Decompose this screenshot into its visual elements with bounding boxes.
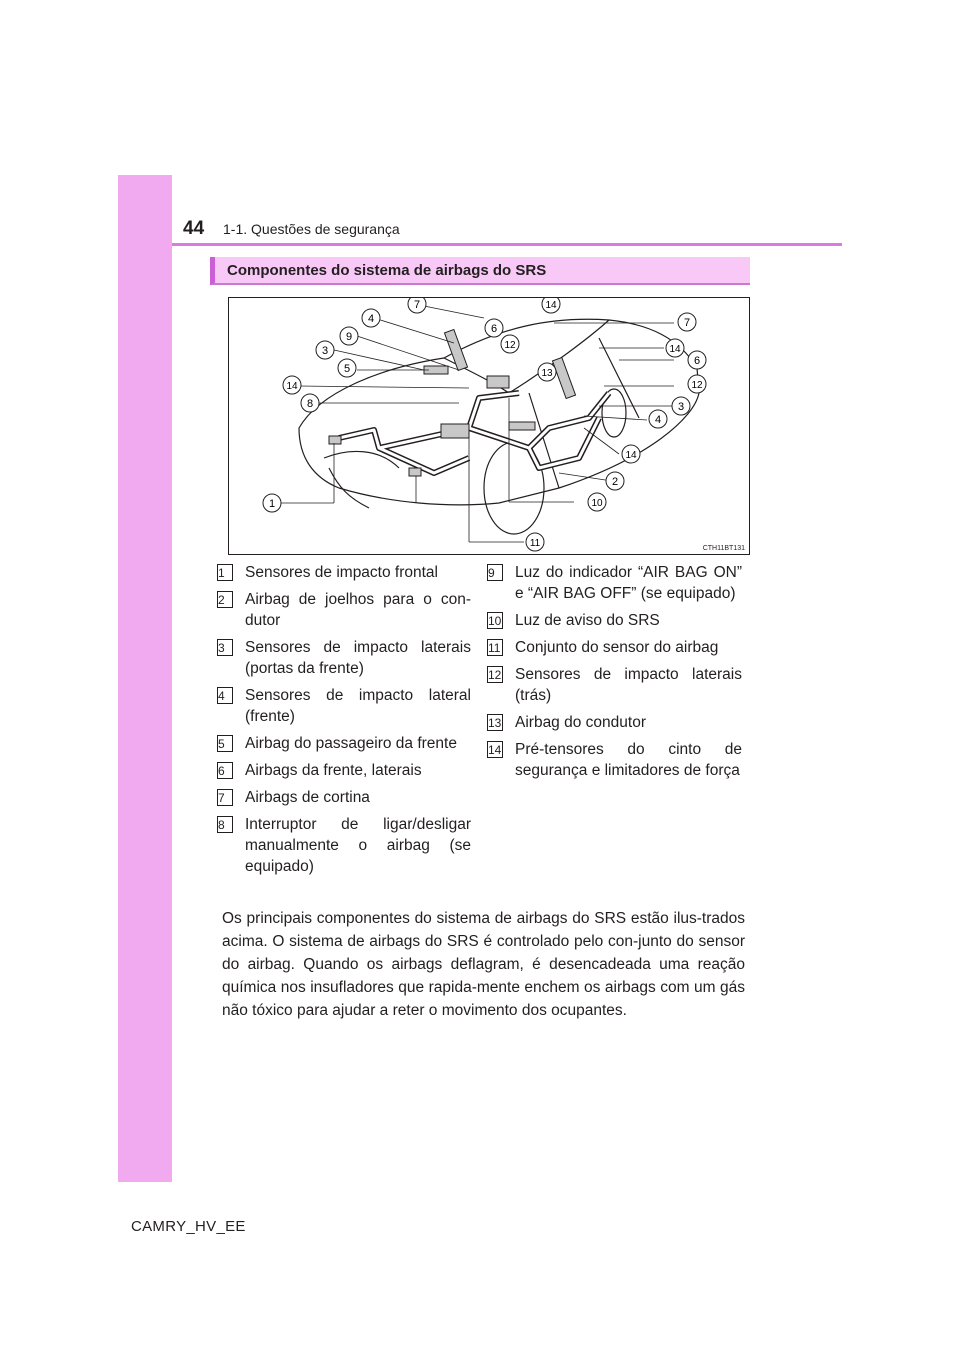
box-title: [210, 257, 750, 285]
callout-7-top: 7: [413, 299, 421, 311]
header-rule: [172, 243, 842, 246]
figure-code: CTH11BT131: [702, 545, 745, 552]
page-number: 44: [183, 218, 205, 239]
airbag-sensor-assembly: [441, 424, 469, 438]
callout-8: 8: [306, 398, 314, 410]
callout-12-mid: 12: [504, 340, 516, 351]
curtain-airbag-left: [444, 329, 467, 370]
callout-14-bottom: 14: [625, 450, 637, 461]
legend-text: Sensores de impacto laterais (trás): [515, 666, 742, 704]
side-color-band: [118, 175, 172, 1182]
legend-number: 1: [217, 564, 233, 581]
legend-text: Airbag de joelhos para o con-dutor: [245, 591, 471, 629]
legend-text: Interruptor de ligar/desligar manualmente o airbag (se equipado): [245, 816, 471, 875]
legend-item: [217, 589, 471, 631]
callout-12-right: 12: [691, 380, 703, 391]
car-diagram-svg: [229, 298, 749, 554]
leader-lines: [277, 304, 674, 542]
legend-number: 14: [488, 743, 502, 757]
legend-item: [217, 733, 471, 754]
legend-number: 7: [217, 789, 233, 806]
callout-3-right: 3: [677, 401, 685, 413]
callout-9: 9: [345, 331, 353, 343]
curtain-airbag-right: [552, 357, 575, 398]
knee-airbag-module: [509, 422, 535, 430]
legend-item: [217, 685, 471, 727]
legend-text: Sensores de impacto frontal: [245, 564, 438, 581]
callout-14-right: 14: [669, 344, 681, 355]
legend-number: 12: [488, 668, 502, 682]
legend-text: Luz do indicador “AIR BAG ON” e “AIR BAG OFF” (se equipado): [515, 564, 742, 602]
legend-item: [487, 739, 742, 781]
callout-6-mid: 6: [490, 323, 498, 335]
legend-left: [217, 562, 471, 883]
legend-text: Airbag do passageiro da frente: [245, 735, 457, 752]
callout-13: 13: [541, 368, 553, 379]
legend-item: [217, 787, 471, 808]
callout-11: 11: [529, 538, 541, 549]
callout-7-right: 7: [683, 317, 691, 329]
box-title-text: Componentes do sistema de airbags do SRS: [227, 262, 547, 279]
callout-4-right: 4: [654, 414, 662, 426]
callout-6-right: 6: [693, 355, 701, 367]
legend-number: 8: [217, 816, 233, 833]
front-impact-sensor-right: [409, 468, 421, 476]
legend-item: [487, 610, 742, 631]
footer-doc-code: CAMRY_HV_EE: [131, 1218, 246, 1235]
callout-3-left: 3: [321, 345, 329, 357]
legend-item: [487, 712, 742, 733]
legend-item: [487, 664, 742, 706]
legend-text: Luz de aviso do SRS: [515, 612, 660, 629]
legend-number: 11: [487, 639, 503, 656]
legend-text: Pré-tensores do cinto de segurança e limitadores de força: [515, 741, 742, 779]
callout-14-top: 14: [545, 300, 557, 311]
legend-item: [487, 562, 742, 604]
legend-number: 9: [487, 564, 503, 581]
callout-14-left: 14: [286, 381, 298, 392]
legend-number: 10: [488, 614, 502, 628]
legend-item: [217, 814, 471, 877]
legend-item: [217, 760, 471, 781]
legend-text: Sensores de impacto laterais (portas da frente): [245, 639, 471, 677]
legend-item: [487, 637, 742, 658]
callout-bubbles: [263, 298, 706, 551]
legend-text: Conjunto do sensor do airbag: [515, 639, 719, 656]
driver-airbag-module: [487, 376, 509, 388]
legend-number: 3: [217, 639, 233, 656]
airbag-diagram-figure: [228, 297, 750, 555]
legend-right: [487, 562, 742, 787]
callout-10: 10: [591, 498, 603, 509]
legend-text: Sensores de impacto lateral (frente): [245, 687, 471, 725]
legend-number: 5: [217, 735, 233, 752]
legend-number: 4: [217, 687, 233, 704]
body-paragraph: Os principais componentes do sistema de airbags do SRS estão ilus-trados acima. O sistema de airbags do SRS é controlado pelo con-junto do sensor do airbag. Quando os airbags deflagram, é desencadeada uma reação química nos insufladores que rapida-mente enchem os airbags com um gás não tóxico para ajudar a reter o movimento dos ocupantes.: [222, 910, 745, 1019]
callout-4-left: 4: [367, 313, 375, 325]
car-outline: [299, 319, 699, 534]
callout-5: 5: [343, 363, 351, 375]
legend-text: Airbags da frente, laterais: [245, 762, 422, 779]
front-impact-sensor-left: [329, 436, 341, 444]
callout-1: 1: [268, 498, 276, 510]
legend-text: Airbag do condutor: [515, 714, 646, 731]
legend-number: 13: [488, 716, 502, 730]
section-title: 1-1. Questões de segurança: [223, 221, 400, 237]
legend-text: Airbags de cortina: [245, 789, 370, 806]
legend-item: [217, 562, 471, 583]
legend-number: 2: [217, 591, 233, 608]
legend-number: 6: [217, 762, 233, 779]
callout-2: 2: [611, 476, 619, 488]
legend-item: [217, 637, 471, 679]
